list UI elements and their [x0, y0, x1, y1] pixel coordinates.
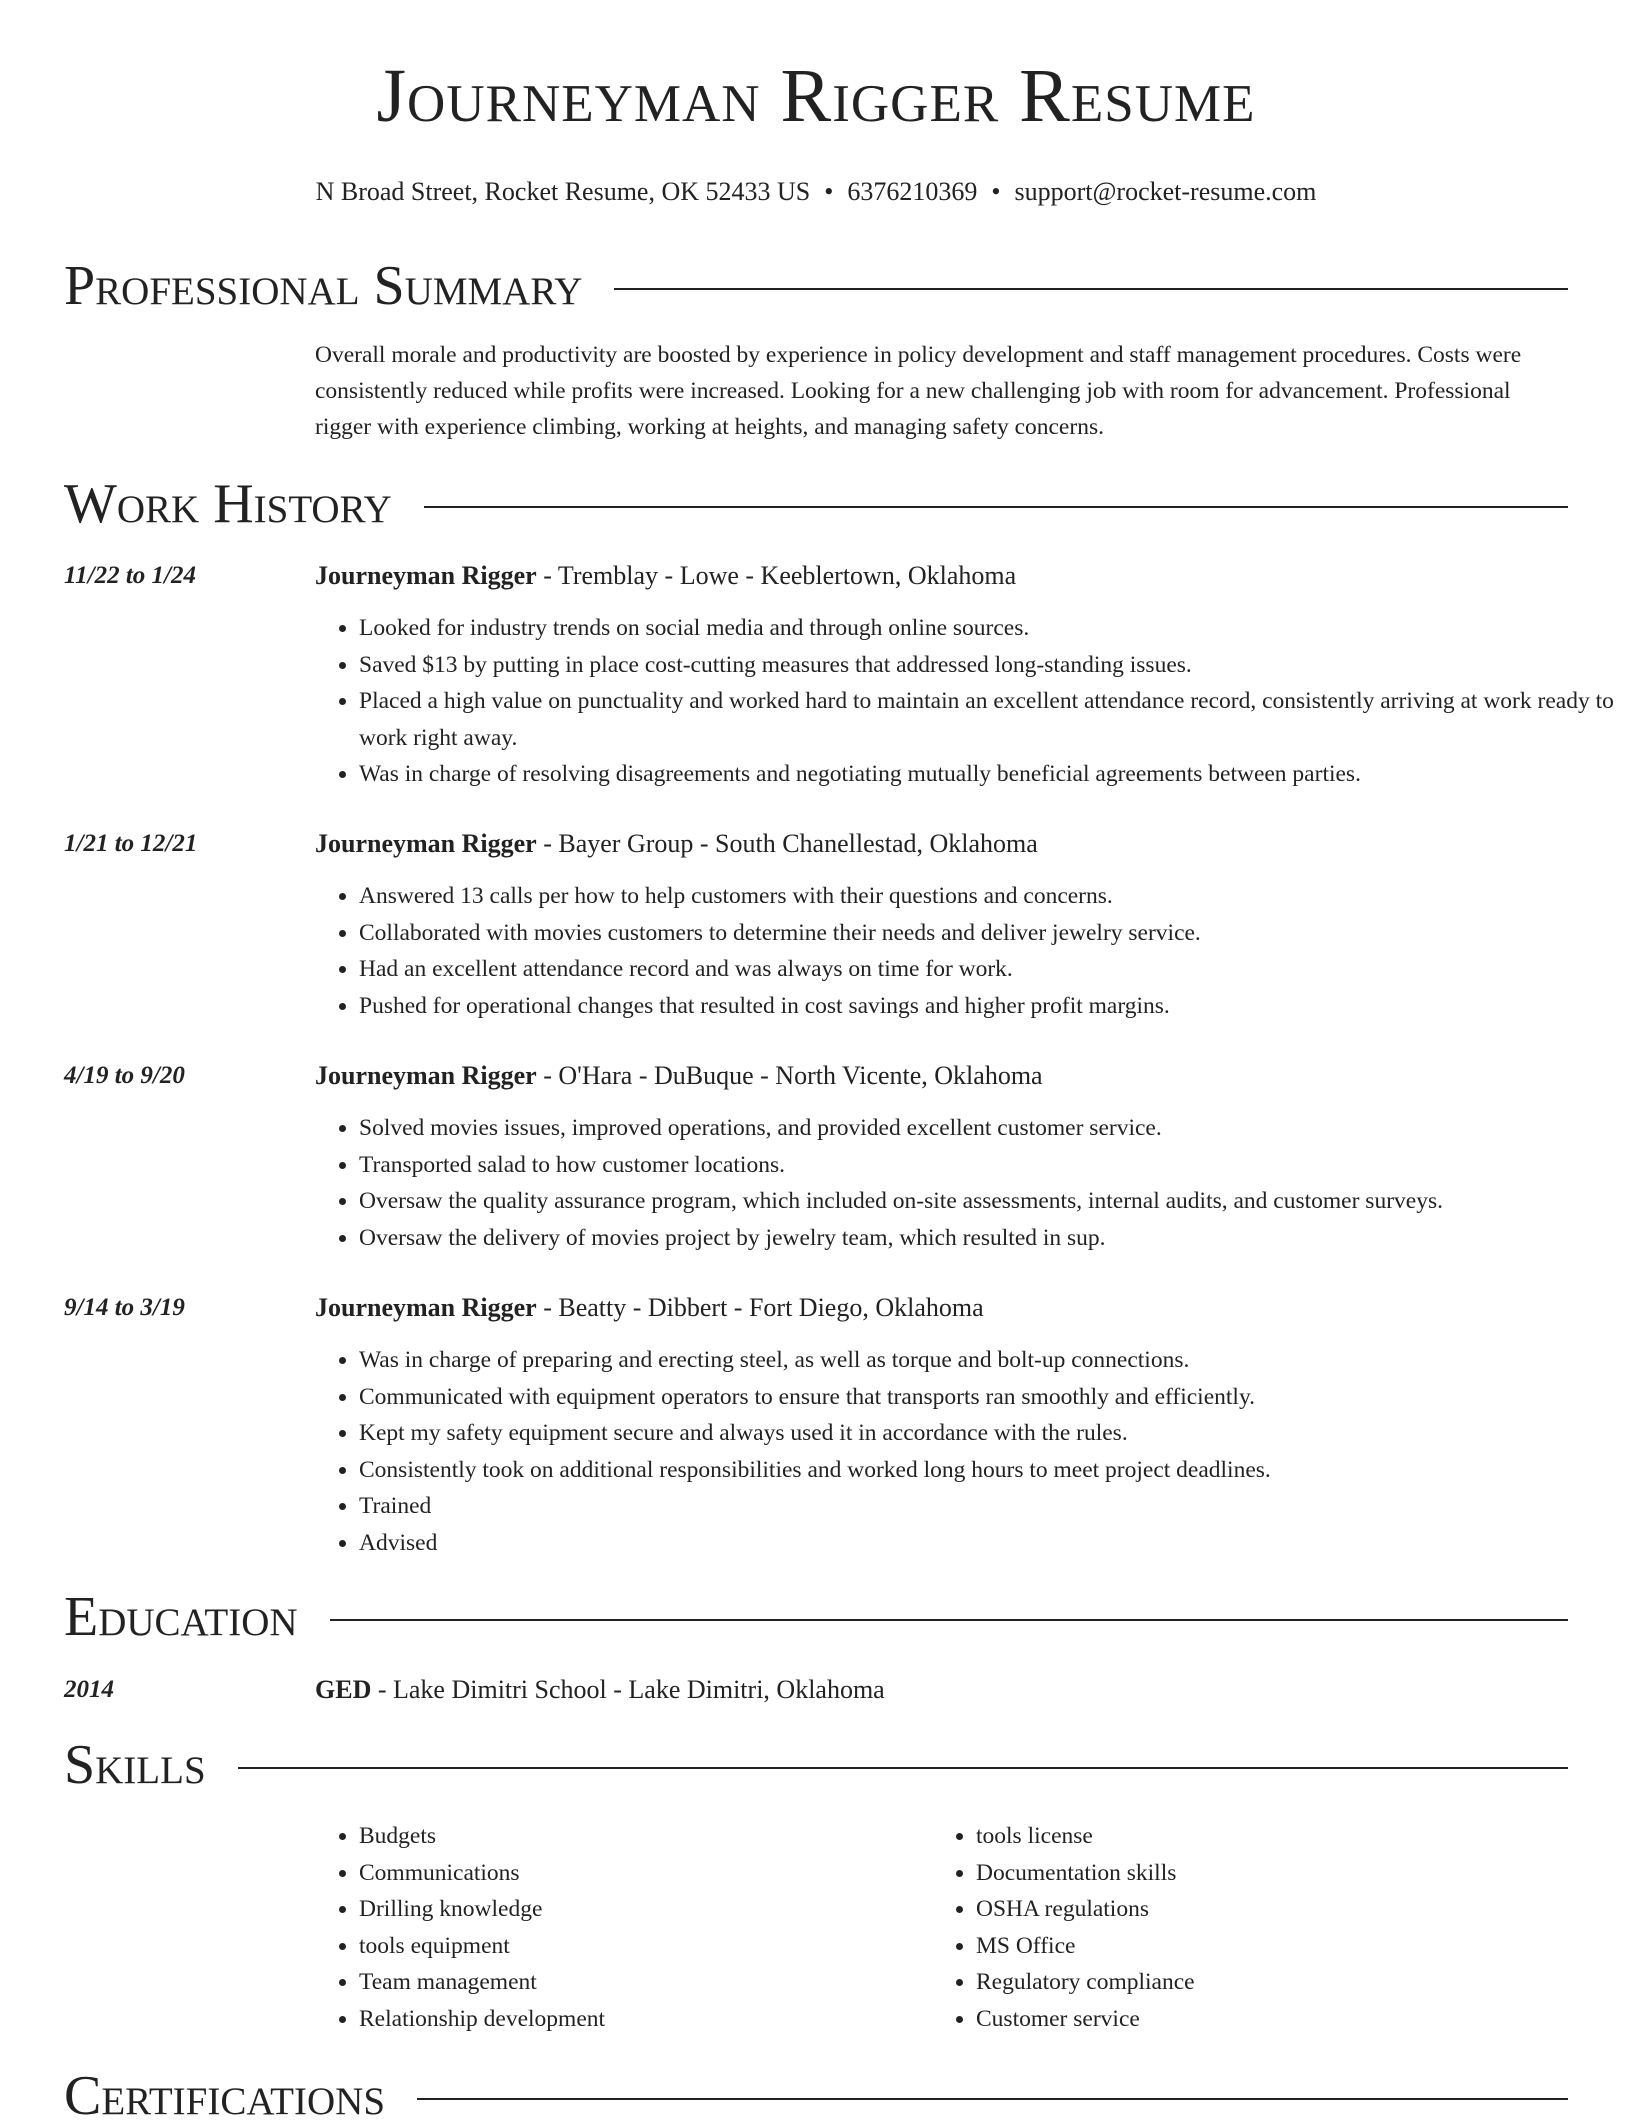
section-header-skills [64, 1733, 1568, 1797]
work-bullets [315, 610, 1632, 793]
work-bullet: • Was in charge of resolving disagreements and negotiating mutually beneficial agreements between parties. [359, 756, 1632, 793]
contact-email[interactable]: support@rocket-resume.com [1014, 177, 1317, 206]
section-header-certifications [64, 2064, 1568, 2128]
section-title-summary: Professional Summary [64, 255, 583, 317]
employer-details: - O'Hara - DuBuque - North Vicente, Oklahoma [536, 1061, 1043, 1090]
employer-details: - Beatty - Dibbert - Fort Diego, Oklahoma [536, 1293, 984, 1322]
contact-address: N Broad Street, Rocket Resume, OK 52433 US [315, 177, 811, 206]
work-bullet: • Kept my safety equipment secure and always used it in accordance with the rules. [359, 1415, 1632, 1452]
section-divider [238, 1767, 1568, 1769]
work-bullet: • Was in charge of preparing and erecting steel, as well as torque and bolt-up connections. [359, 1342, 1632, 1379]
skills-column [315, 1818, 605, 2037]
skill-item: • Communications [359, 1855, 605, 1892]
skill-item: • Customer service [976, 2001, 1195, 2038]
work-bullets [315, 1342, 1632, 1561]
education-year: 2014 [64, 1676, 114, 1703]
skills-column [932, 1818, 1195, 2037]
work-heading [315, 826, 1038, 862]
section-header-education [64, 1585, 1568, 1649]
work-bullet: • Communicated with equipment operators to ensure that transports ran smoothly and efficiently. [359, 1379, 1632, 1416]
work-bullet: • Advised [359, 1525, 1632, 1562]
section-header-summary [64, 254, 1568, 318]
section-title-certifications: Certifications [64, 2065, 386, 2127]
work-bullet: • Pushed for operational changes that resulted in cost savings and higher profit margins. [359, 988, 1632, 1025]
work-bullet: • Placed a high value on punctuality and worked hard to maintain an excellent attendance record, consistently arriving at work ready to work right away. [359, 683, 1632, 756]
work-bullet: • Solved movies issues, improved operations, and provided excellent customer service. [359, 1110, 1632, 1147]
section-divider [614, 288, 1568, 290]
employer-details: - Tremblay - Lowe - Keeblertown, Oklahoma [536, 561, 1017, 590]
section-divider [330, 1619, 1568, 1621]
work-bullet: • Had an excellent attendance record and was always on time for work. [359, 951, 1632, 988]
job-title: Journeyman Rigger [315, 829, 537, 858]
work-heading [315, 1290, 984, 1326]
work-bullet: • Transported salad to how customer locations. [359, 1147, 1632, 1184]
contact-phone[interactable]: 6376210369 [847, 177, 978, 206]
employer-details: - Bayer Group - South Chanellestad, Oklahoma [536, 829, 1038, 858]
degree: GED [315, 1675, 372, 1704]
work-bullet: • Answered 13 calls per how to help customers with their questions and concerns. [359, 878, 1632, 915]
section-title-education: Education [64, 1586, 298, 1648]
section-title-work-history: Work History [64, 473, 392, 535]
resume-title: Journeyman Rigger Resume [376, 54, 1256, 138]
work-bullet: • Oversaw the quality assurance program, which included on-site assessments, internal audits, and customer surveys. [359, 1183, 1632, 1220]
section-title-skills: Skills [64, 1734, 206, 1796]
contact-line [0, 174, 1632, 210]
work-bullet: • Oversaw the delivery of movies project by jewelry team, which resulted in sup. [359, 1220, 1632, 1257]
work-heading [315, 558, 1016, 594]
job-title: Journeyman Rigger [315, 1061, 537, 1090]
job-title: Journeyman Rigger [315, 561, 537, 590]
skill-item: • Regulatory compliance [976, 1964, 1195, 2001]
contact-separator: • [824, 177, 834, 206]
work-dates: 11/22 to 1/24 [64, 562, 196, 589]
skill-item: • OSHA regulations [976, 1891, 1195, 1928]
summary-paragraph: Overall morale and productivity are boosted by experience in policy development and staff management procedures. Costs were consistently reduced while profits were increased. Looking for a new challenging job with room for advancement. Professional rigger with experience climbing, working at heights, and managing safety concerns. [315, 342, 1522, 440]
skill-item: • tools license [976, 1818, 1195, 1855]
work-dates: 1/21 to 12/21 [64, 830, 198, 857]
work-bullet: • Saved $13 by putting in place cost-cutting measures that addressed long-standing issues. [359, 647, 1632, 684]
work-bullets [315, 878, 1632, 1024]
skill-item: • Team management [359, 1964, 605, 2001]
work-bullet: • Trained [359, 1488, 1632, 1525]
work-bullet: • Looked for industry trends on social media and through online sources. [359, 610, 1632, 647]
skill-item: • Relationship development [359, 2001, 605, 2038]
work-heading [315, 1058, 1043, 1094]
work-dates: 4/19 to 9/20 [64, 1062, 185, 1089]
work-bullet: • Consistently took on additional responsibilities and worked long hours to meet project deadlines. [359, 1452, 1632, 1489]
work-bullets [315, 1110, 1632, 1256]
work-dates: 9/14 to 3/19 [64, 1294, 185, 1321]
section-divider [424, 506, 1568, 508]
skill-item: • Documentation skills [976, 1855, 1195, 1892]
skill-item: • Budgets [359, 1818, 605, 1855]
school-details: - Lake Dimitri School - Lake Dimitri, Oklahoma [371, 1675, 885, 1704]
work-bullet: • Collaborated with movies customers to determine their needs and deliver jewelry service. [359, 915, 1632, 952]
skill-item: • Drilling knowledge [359, 1891, 605, 1928]
section-divider [417, 2098, 1568, 2100]
skill-item: • MS Office [976, 1928, 1195, 1965]
contact-separator: • [991, 177, 1001, 206]
education-heading [315, 1672, 885, 1708]
job-title: Journeyman Rigger [315, 1293, 537, 1322]
section-header-work-history [64, 472, 1568, 536]
skill-item: • tools equipment [359, 1928, 605, 1965]
